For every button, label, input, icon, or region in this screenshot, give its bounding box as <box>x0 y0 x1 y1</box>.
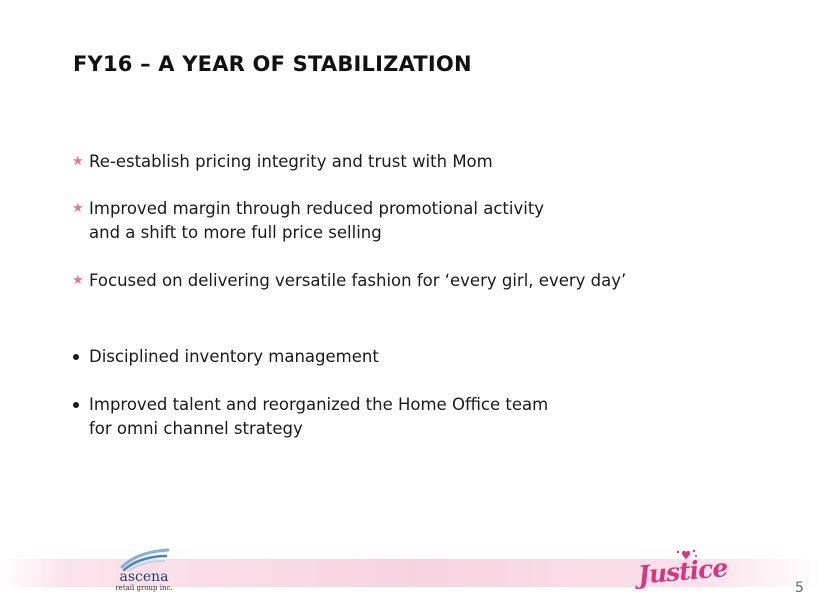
bullet-item <box>72 150 493 174</box>
swoosh-icon <box>114 547 174 571</box>
bullet-text-line: Disciplined inventory management <box>89 347 379 366</box>
page-number: 5 <box>795 580 804 596</box>
bullet-text-line: and a shift to more full price selling <box>89 223 382 242</box>
justice-logo <box>636 549 729 590</box>
bullet-text-line: Improved margin through reduced promotional activity <box>89 199 545 218</box>
bullet-item <box>72 345 379 369</box>
bullet-dot <box>73 354 79 360</box>
bullet-text-line: Focused on delivering versatile fashion for ‘every girl, every day’ <box>89 271 627 290</box>
bullet-text-line: for omni channel strategy <box>89 419 303 438</box>
bullet-item <box>72 269 626 293</box>
bullet-text-line: Improved talent and reorganized the Home Office team <box>89 395 549 414</box>
star-icon: ★ <box>72 201 84 216</box>
ascena-logo-subtitle: retail group inc. <box>115 584 173 592</box>
bullet-dot <box>73 402 79 408</box>
star-icon: ★ <box>72 273 84 288</box>
star-icon: ★ <box>72 154 84 169</box>
justice-logo-word: Justice <box>636 553 729 590</box>
ascena-logo <box>114 547 174 595</box>
bullet-item <box>72 197 544 245</box>
ascena-logo-name: ascena <box>119 569 169 585</box>
bullet-item <box>72 393 548 441</box>
bullet-text-line: Re-establish pricing integrity and trust with Mom <box>89 152 493 171</box>
slide-title: FY16 – A YEAR OF STABILIZATION <box>73 52 472 76</box>
